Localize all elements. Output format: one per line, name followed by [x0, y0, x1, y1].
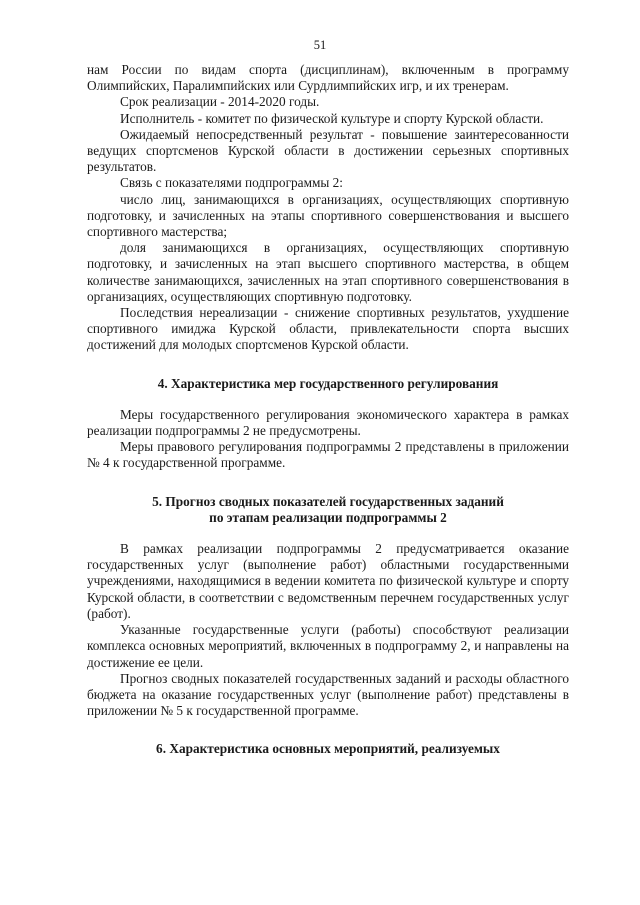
- paragraph: Прогноз сводных показателей государственных заданий и расходы областного бюджета на оказание государственных услуг (выполнение работ) представлены в приложении № 5 к государственной программе.: [87, 670, 569, 719]
- paragraph: Указанные государственные услуги (работы) способствуют реализации комплекса основных мероприятий, включенных в подпрограмму 2, и направлены на достижение ее цели.: [87, 622, 569, 670]
- section-gap: [87, 526, 569, 541]
- page-number: 51: [313, 38, 327, 52]
- paragraph: Меры правового регулирования подпрограммы 2 представлены в приложении № 4 к государственной программе.: [87, 439, 569, 471]
- paragraph: Меры государственного регулирования экономического характера в рамках реализации подпрограммы 2 не предусмотрены.: [87, 406, 569, 439]
- paragraph: нам России по видам спорта (дисциплинам), включенным в программу Олимпийских, Паралимпийских или Сурдлимпийских игр, и их тренерам.: [87, 62, 569, 94]
- section-gap: [87, 354, 569, 376]
- paragraph: Исполнитель - комитет по физической культуре и спорту Курской области.: [120, 110, 544, 126]
- paragraph: Срок реализации - 2014-2020 годы.: [120, 94, 320, 110]
- section-heading-4: 4. Характеристика мер государственного регулирования: [157, 375, 499, 391]
- section-heading-5: [87, 494, 569, 526]
- paragraph: Ожидаемый непосредственный результат - повышение заинтересованности ведущих спортсменов Курской области в достижении серьезных спортивных результатов.: [87, 126, 569, 175]
- paragraph: В рамках реализации подпрограммы 2 предусматривается оказание государственных услуг (выполнение работ) областными государственными учреждениями, находящимися в ведении комитета по физической культуре и спорту Курской области, в соответствии с ведомственным перечнем государственных услуг (работ).: [87, 541, 569, 621]
- heading-line: 5. Прогноз сводных показателей государственных заданий: [152, 493, 504, 509]
- paragraph: число лиц, занимающихся в организациях, осуществляющих спортивную подготовку, и зачисленных на этапы спортивного совершенствования и высшего спортивного мастерства;: [87, 191, 569, 240]
- section-gap: [87, 472, 569, 494]
- heading-line: по этапам реализации подпрограммы 2: [209, 509, 447, 525]
- section-gap: [87, 392, 569, 407]
- section-heading-6: 6. Характеристика основных мероприятий, реализуемых: [156, 741, 500, 757]
- paragraph: доля занимающихся в организациях, осуществляющих спортивную подготовку, и зачисленных на этап высшего спортивного мастерства, в общем количестве занимающихся, зачисленных на этап спортивного совершенствования в организациях, осуществляющих спортивную подготовку.: [87, 240, 569, 304]
- paragraph: Связь с показателями подпрограммы 2:: [120, 175, 344, 191]
- body-text: [87, 62, 569, 758]
- paragraph: Последствия нереализации - снижение спортивных результатов, ухудшение спортивного имиджа Курской области, привлекательности спорта высших достижений для молодых спортсменов Курской области.: [87, 305, 569, 353]
- section-gap: [87, 719, 569, 741]
